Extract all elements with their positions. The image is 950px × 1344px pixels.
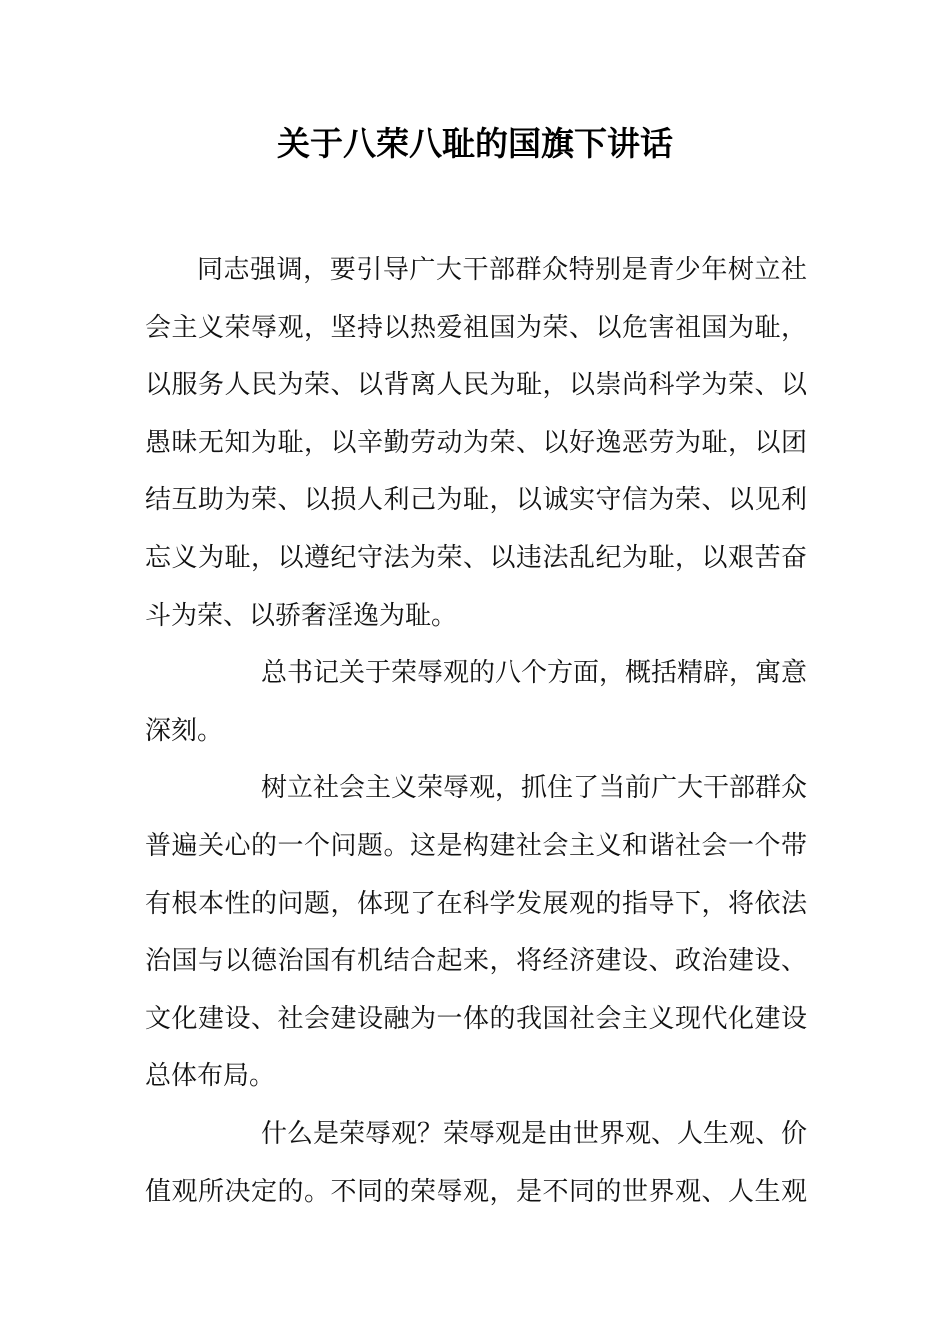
text-line: 以服务人民为荣、以背离人民为耻，以崇尚科学为荣、以 bbox=[145, 370, 807, 401]
text-line: 文化建设、社会建设融为一体的我国社会主义现代化建设 bbox=[145, 1003, 807, 1034]
text-line: 什么是荣辱观？荣辱观是由世界观、人生观、价 bbox=[261, 1118, 808, 1149]
text-line: 结互助为荣、以损人利己为耻，以诚实守信为荣、以见利 bbox=[145, 485, 807, 516]
paragraph-1 bbox=[145, 242, 807, 645]
document-title: 关于八荣八耻的国旗下讲话 bbox=[277, 124, 673, 163]
text-line: 忘义为耻，以遵纪守法为荣、以违法乱纪为耻，以艰苦奋 bbox=[145, 542, 807, 573]
text-line: 同志强调，要引导广大干部群众特别是青少年树立社 bbox=[197, 255, 807, 285]
text-line: 斗为荣、以骄奢淫逸为耻。 bbox=[145, 600, 458, 631]
text-line: 会主义荣辱观，坚持以热爱祖国为荣、以危害祖国为耻， bbox=[145, 312, 807, 343]
text-line: 愚昧无知为耻，以辛勤劳动为荣、以好逸恶劳为耻，以团 bbox=[145, 427, 807, 458]
paragraph-3 bbox=[145, 760, 807, 1106]
document-body bbox=[145, 242, 807, 1221]
paragraph-2 bbox=[145, 645, 807, 760]
paragraph-4 bbox=[145, 1106, 807, 1221]
text-line: 总书记关于荣辱观的八个方面，概括精辟，寓意 bbox=[261, 658, 808, 689]
text-line: 普遍关心的一个问题。这是构建社会主义和谐社会一个带 bbox=[145, 830, 807, 861]
text-line: 树立社会主义荣辱观，抓住了当前广大干部群众 bbox=[261, 773, 808, 804]
text-line: 深刻。 bbox=[145, 715, 224, 746]
text-line: 值观所决定的。不同的荣辱观，是不同的世界观、人生观 bbox=[145, 1176, 807, 1207]
text-line: 有根本性的问题，体现了在科学发展观的指导下，将依法 bbox=[145, 888, 807, 919]
text-line: 治国与以德治国有机结合起来，将经济建设、政治建设、 bbox=[145, 946, 807, 977]
text-line: 总体布局。 bbox=[145, 1061, 276, 1092]
